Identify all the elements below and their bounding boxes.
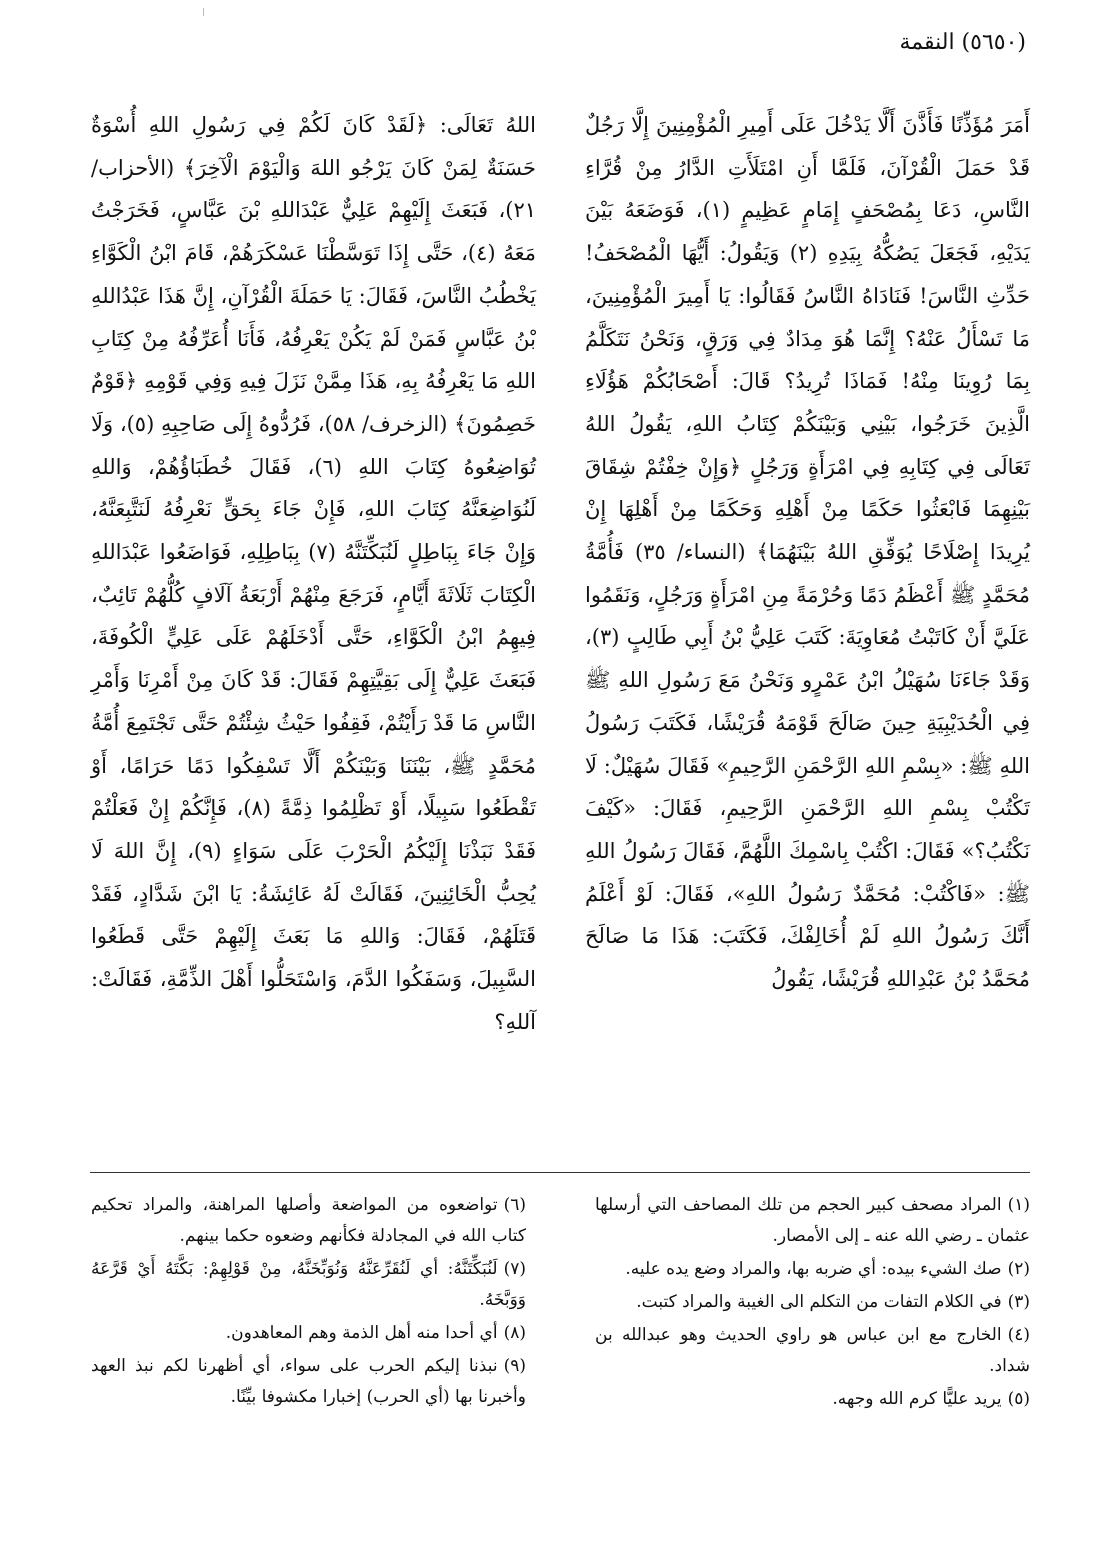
footnote-number: (٣) bbox=[1007, 1292, 1030, 1312]
footnote-text: لَنُبَكِّتَنَّهُ: أي لَنُقَرِّعَنَّهُ وَنُوَبِّخَنَّهُ، مِنْ قَوْلِهِمْ: بَكَّتَهُ أَيْ قَرَّعَهُ وَوَبَّخَهُ. bbox=[91, 1259, 526, 1310]
footnote-number: (٩) bbox=[503, 1356, 526, 1376]
footnotes-left bbox=[91, 1190, 526, 1415]
gutter-mark bbox=[203, 8, 204, 16]
footnote-6 bbox=[91, 1190, 526, 1252]
footnote-7 bbox=[91, 1254, 526, 1316]
footnote-number: (٨) bbox=[503, 1323, 526, 1343]
footnote-3 bbox=[595, 1287, 1030, 1318]
footnote-2 bbox=[595, 1254, 1030, 1285]
footnote-text: تواضعوه من المواضعة وأصلها المراهنة، والمراد تحكيم كتاب الله في المجادلة فكأنهم وضعوه حكما بينهم. bbox=[91, 1195, 526, 1246]
footnote-text: يريد عليًّا كرم الله وجهه. bbox=[832, 1389, 1002, 1409]
footnote-4 bbox=[595, 1320, 1030, 1382]
footnote-number: (٦) bbox=[503, 1195, 526, 1215]
footnote-number: (٧) bbox=[503, 1259, 526, 1279]
page-header bbox=[899, 30, 1026, 55]
body-paragraph-right: أَمَرَ مُؤَذِّنًا فَأَذَّنَ أَلَّا يَدْخُلَ عَلَى أَمِيرِ الْمُؤْمِنِينَ إِلَّا رَجُلٌ قَدْ حَمَلَ الْقُرْآنَ، فَلَمَّا أَنِ امْتَلَأَتِ الدَّارُ مِنْ قُرَّاءِ النَّاسِ، دَعَا بِمُصْحَفٍ إِمَامٍ عَظِيمٍ (١)، فَوَضَعَهُ بَيْنَ يَدَيْهِ، فَجَعَلَ يَصُكُّهُ بِيَدِهِ (٢) وَيَقُولُ: أَيُّهَا الْمُصْحَفُ! حَدِّثِ النَّاسَ! فَنَادَاهُ النَّاسُ فَقَالُوا: يَا أَمِيرَ الْمُؤْمِنِينَ، مَا تَسْأَلُ عَنْهُ؟ إِنَّمَا هُوَ مِدَادٌ فِي وَرَقٍ، وَنَحْنُ نَتَكَلَّمُ بِمَا رُوِينَا مِنْهُ! فَمَاذَا تُرِيدُ؟ قَالَ: أَصْحَابُكُمْ هَؤُلَاءِ الَّذِينَ خَرَجُوا، بَيْنِي وَبَيْنَكُمْ كِتَابُ اللهِ، يَقُولُ اللهُ تَعَالَى فِي كِتَابِهِ فِي امْرَأَةٍ وَرَجُلٍ ﴿وَإِنْ خِفْتُمْ شِقَاقَ بَيْنِهِمَا فَابْعَثُوا حَكَمًا مِنْ أَهْلِهِ وَحَكَمًا مِنْ أَهْلِهَا إِنْ يُرِيدَا إِصْلَاحًا يُوَفِّقِ اللهُ بَيْنَهُمَا﴾ (النساء/ ٣٥) فَأُمَّةُ مُحَمَّدٍ ﷺ أَعْظَمُ دَمًا وَحُرْمَةً مِنِ امْرَأَةٍ وَرَجُلٍ، وَنَقَمُوا عَلَيَّ أَنْ كَاتَبْتُ مُعَاوِيَةَ: كَتَبَ عَلِيُّ بْنُ أَبِي طَالِبٍ (٣)، وَقَدْ جَاءَنَا سُهَيْلُ ابْنُ عَمْرٍو وَنَحْنُ مَعَ رَسُولِ اللهِ ﷺ فِي الْحُدَيْبِيَةِ حِينَ صَالَحَ قَوْمَهُ قُرَيْشًا، فَكَتَبَ رَسُولُ اللهِ ﷺ: «بِسْمِ اللهِ الرَّحْمَنِ الرَّحِيمِ» فَقَالَ سُهَيْلٌ: لَا تَكْتُبْ بِسْمِ اللهِ الرَّحْمَنِ الرَّحِيمِ، فَقَالَ: «كَيْفَ نَكْتُبُ؟» فَقَالَ: اكْتُبْ بِاسْمِكَ اللَّهُمَّ، فَقَالَ رَسُولُ اللهِ ﷺ: «فَاكْتُبْ: مُحَمَّدٌ رَسُولُ اللهِ»، فَقَالَ: لَوْ أَعْلَمُ أَنَّكَ رَسُولُ اللهِ لَمْ أُخَالِفْكَ، فَكَتَبَ: هَذَا مَا صَالَحَ مُحَمَّدُ بْنُ عَبْدِاللهِ قُرَيْشًا، يَقُولُ bbox=[585, 113, 1030, 992]
footnote-text: صك الشيء بيده: أي ضربه بها، والمراد وضع يده عليه. bbox=[625, 1259, 1002, 1279]
body-paragraph-left: اللهُ تَعَالَى: ﴿لَقَدْ كَانَ لَكُمْ فِي رَسُولِ اللهِ أُسْوَةٌ حَسَنَةٌ لِمَنْ كَانَ يَرْجُو اللهَ وَالْيَوْمَ الْآخِرَ﴾ (الأحزاب/ ٢١)، فَبَعَثَ إِلَيْهِمْ عَلِيٌّ عَبْدَاللهِ بْنَ عَبَّاسٍ، فَخَرَجْتُ مَعَهُ (٤)، حَتَّى إِذَا تَوَسَّطْنَا عَسْكَرَهُمْ، قَامَ ابْنُ الْكَوَّاءِ يَخْطُبُ النَّاسَ، فَقَالَ: يَا حَمَلَةَ الْقُرْآنِ، إِنَّ هَذَا عَبْدُاللهِ بْنُ عَبَّاسٍ فَمَنْ لَمْ يَكُنْ يَعْرِفُهُ، فَأَنَا أُعَرِّفُهُ مِنْ كِتَابِ اللهِ مَا يَعْرِفُهُ بِهِ، هَذَا مِمَّنْ نَزَلَ فِيهِ وَفِي قَوْمِهِ ﴿قَوْمٌ خَصِمُونَ﴾ (الزخرف/ ٥٨)، فَرُدُّوهُ إِلَى صَاحِبِهِ (٥)، وَلَا تُوَاضِعُوهُ كِتَابَ اللهِ (٦)، فَقَالَ خُطَبَاؤُهُمْ، وَاللهِ لَنُوَاضِعَنَّهُ كِتَابَ اللهِ، فَإِنْ جَاءَ بِحَقٍّ نَعْرِفُهُ لَنَتَّبِعَنَّهُ، وَإِنْ جَاءَ بِبَاطِلٍ لَنُبَكِّتَنَّهُ (٧) بِبَاطِلِهِ، فَوَاضَعُوا عَبْدَاللهِ الْكِتَابَ ثَلَاثَةَ أَيَّامٍ، فَرَجَعَ مِنْهُمْ أَرْبَعَةُ آلَافٍ كُلُّهُمْ تَائِبٌ، فِيهِمُ ابْنُ الْكَوَّاءِ، حَتَّى أَدْخَلَهُمْ عَلَى عَلِيٍّ الْكُوفَةَ، فَبَعَثَ عَلِيٌّ إِلَى بَقِيَّتِهِمْ فَقَالَ: قَدْ كَانَ مِنْ أَمْرِنَا وَأَمْرِ النَّاسِ مَا قَدْ رَأَيْتُمْ، فَقِفُوا حَيْثُ شِئْتُمْ حَتَّى تَجْتَمِعَ أُمَّةُ مُحَمَّدٍ ﷺ، بَيْنَنَا وَبَيْنَكُمْ أَلَّا تَسْفِكُوا دَمًا حَرَامًا، أَوْ تَقْطَعُوا سَبِيلًا، أَوْ تَظْلِمُوا ذِمَّةً (٨)، فَإِنَّكُمْ إِنْ فَعَلْتُمْ فَقَدْ نَبَذْنَا إِلَيْكُمُ الْحَرْبَ عَلَى سَوَاءٍ (٩)، إِنَّ اللهَ لَا يُحِبُّ الْخَائِنِينَ، فَقَالَتْ لَهُ عَائِشَةُ: يَا ابْنَ شَدَّادٍ، فَقَدْ قَتَلَهُمْ، فَقَالَ: وَاللهِ مَا بَعَثَ إِلَيْهِمْ حَتَّى قَطَعُوا السَّبِيلَ، وَسَفَكُوا الدَّمَ، وَاسْتَحَلُّوا أَهْلَ الذِّمَّةِ، فَقَالَتْ: آللهِ؟ bbox=[91, 113, 537, 1034]
footnote-text: نبذنا إليكم الحرب على سواء، أي أظهرنا لكم نبذ العهد وأخبرنا بها (أي الحرب) إخبارا مكشوفا بيِّنًا. bbox=[91, 1356, 526, 1407]
footnote-number: (١) bbox=[1007, 1195, 1030, 1215]
footnote-text: المراد مصحف كبير الحجم من تلك المصاحف التي أرسلها عثمان ـ رضي الله عنه ـ إلى الأمصار. bbox=[595, 1195, 1030, 1246]
footnote-9 bbox=[91, 1351, 526, 1413]
footnote-text: الخارج مع ابن عباس هو راوي الحديث وهو عبدالله بن شداد. bbox=[595, 1325, 1030, 1376]
footnote-number: (٢) bbox=[1007, 1259, 1030, 1279]
footnote-8 bbox=[91, 1318, 526, 1349]
body-column-right bbox=[585, 104, 1030, 1001]
footnote-text: في الكلام التفات من التكلم الى الغيبة والمراد كتبت. bbox=[636, 1292, 1002, 1312]
footnotes-right bbox=[595, 1190, 1030, 1417]
body-column-left bbox=[91, 104, 536, 1043]
footnote-5 bbox=[595, 1384, 1030, 1415]
footnote-number: (٥) bbox=[1007, 1389, 1030, 1409]
footnote-separator-rule bbox=[90, 1172, 1030, 1173]
footnote-text: أي أحدا منه أهل الذمة وهم المعاهدون. bbox=[225, 1323, 498, 1343]
footnote-number: (٤) bbox=[1007, 1325, 1030, 1345]
footnote-1 bbox=[595, 1190, 1030, 1252]
page-label: (٥٦٥٠) النقمة bbox=[899, 30, 1026, 55]
